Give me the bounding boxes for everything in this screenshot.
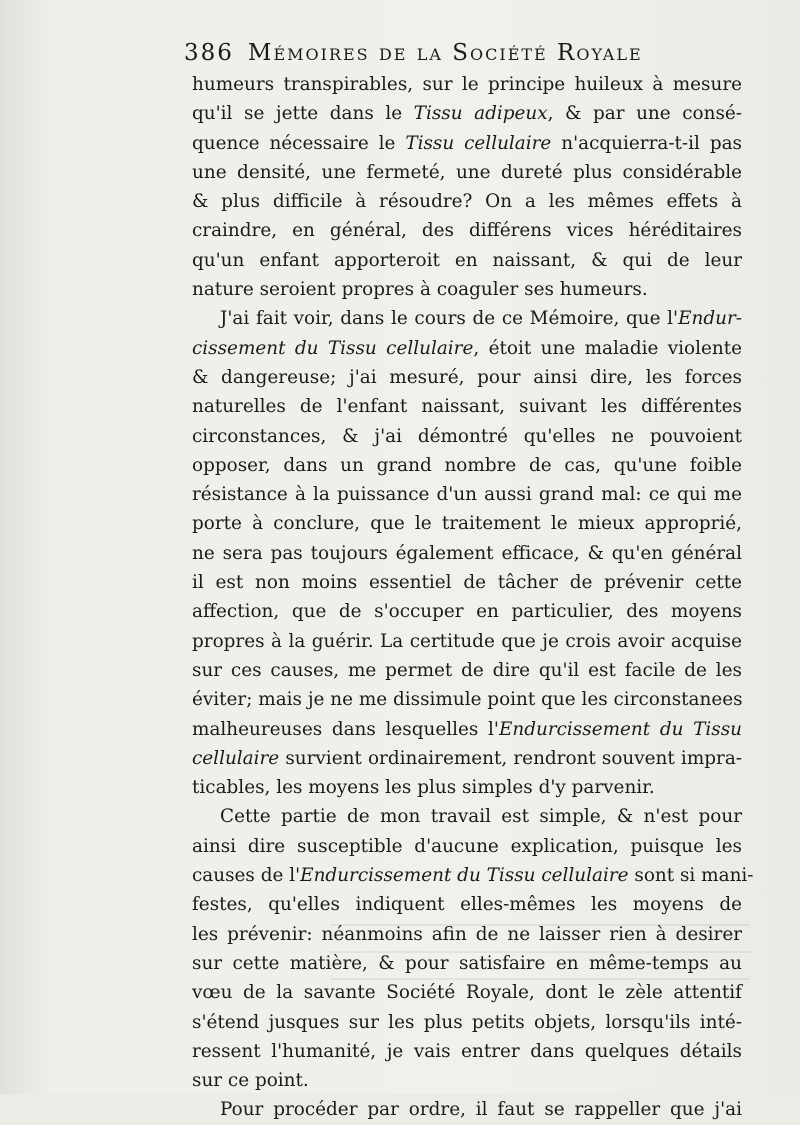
text-line (192, 422, 742, 451)
text-segment: Cette partie de mon travail est simple, & n'est pour (220, 806, 742, 828)
text-segment: résistance à la puissance d'un aussi grand mal: ce qui me (192, 484, 742, 506)
text-segment: sur ce point. (192, 1070, 309, 1092)
text-segment: éviter; mais je ne me dissimule point que les circonstanees (192, 689, 743, 711)
text-line (192, 158, 742, 187)
text-segment: sur ces causes, me permet de dire qu'il est facile de les (192, 659, 742, 681)
text-segment: propres à la guérir. La certitude que je crois avoir acquise (192, 630, 742, 652)
text-segment: festes, qu'elles indiquent elles-mêmes les moyens de (192, 894, 742, 916)
text-line (192, 597, 742, 626)
text-segment: une densité, une fermeté, une dureté plus considérable (192, 161, 742, 183)
text-segment: ressent l'humanité, je vais entrer dans quelques détails (192, 1040, 742, 1062)
text-line (192, 216, 742, 245)
text-line (192, 392, 742, 421)
text-line (192, 1066, 742, 1095)
text-segment: nature seroient propres à coaguler ses humeurs. (192, 279, 648, 301)
text-line (192, 246, 742, 275)
text-segment: vœu de la savante Société Royale, dont le zèle attentif (192, 982, 742, 1004)
text-line (192, 978, 742, 1007)
italic-term: cellulaire (192, 747, 280, 769)
text-line (192, 275, 742, 304)
text-segment: qu'un enfant apporteroit en naissant, & qui de leur (192, 249, 742, 271)
text-line (192, 715, 742, 744)
running-head (184, 36, 744, 70)
text-line (192, 99, 742, 128)
text-line (192, 802, 742, 831)
text-segment: porte à conclure, que le traitement le mieux approprié, (192, 513, 742, 535)
text-line (192, 539, 742, 568)
text-line (192, 70, 742, 99)
text-segment: ne sera pas toujours également efficace, & qu'en général (192, 542, 742, 564)
text-segment: humeurs transpirables, sur le principe huileux à mesure (192, 74, 742, 95)
text-segment: qu'il se jette dans le (192, 103, 414, 125)
text-segment: & plus difficile à résoudre? On a les mêmes effets à (192, 191, 742, 213)
text-segment: circonstances, & j'ai démontré qu'elles ne pouvoient (192, 425, 742, 447)
text-segment: craindre, en général, des différens vices héréditaires (192, 220, 742, 242)
italic-term: Endurcissement du Tissu (498, 718, 742, 740)
text-segment: sur cette matière, & pour satisfaire en même-temps au (192, 952, 742, 974)
italic-term: Tissu cellulaire (405, 132, 552, 154)
text-line (192, 1008, 742, 1037)
text-line (192, 773, 742, 802)
text-segment: n'acquierra-t-il pas (551, 132, 742, 154)
italic-term: Endurcissement du Tissu cellulaire (300, 865, 629, 887)
text-segment: ticables, les moyens les plus simples d'y parvenir. (192, 777, 655, 799)
text-line (192, 509, 742, 538)
text-segment: quence nécessaire le (192, 132, 406, 154)
text-segment: & dangereuse; j'ai mesuré, pour ainsi dire, les forces (192, 366, 742, 388)
italic-term: Tissu adipeux (413, 103, 548, 125)
text-line (192, 656, 742, 685)
page-number: 386 (184, 40, 234, 66)
text-segment: malheureuses dans lesquelles l' (192, 718, 499, 740)
paper-show-through (330, 900, 750, 980)
text-line (192, 744, 742, 773)
text-line (192, 1095, 742, 1124)
italic-term: cissement du Tissu cellulaire (192, 337, 474, 359)
text-line (192, 832, 742, 861)
text-segment: sont si mani- (628, 865, 754, 887)
text-line (192, 480, 742, 509)
text-line (192, 451, 742, 480)
text-segment: naturelles de l'enfant naissant, suivant les différentes (192, 396, 742, 418)
text-line (192, 304, 742, 333)
text-segment: s'étend jusques sur les plus petits objets, lorsqu'ils inté- (192, 1011, 742, 1033)
text-line (192, 627, 742, 656)
text-line (192, 187, 742, 216)
text-segment: ainsi dire susceptible d'aucune explication, puisque les (192, 835, 742, 857)
text-line (192, 1037, 742, 1066)
italic-term: Endur- (678, 308, 742, 330)
text-line (192, 861, 754, 890)
text-line (192, 568, 742, 597)
text-segment: , étoit une maladie violente (473, 337, 743, 359)
text-segment: affection, que de s'occuper en particulier, des moyens (192, 601, 742, 623)
text-segment: les prévenir: néanmoins afin de ne laisser rien à desirer (192, 923, 742, 945)
text-segment: , & par une consé- (547, 103, 742, 125)
running-title: Mémoires de la Société Royale (247, 40, 643, 66)
text-segment: il est non moins essentiel de tâcher de prévenir cette (192, 572, 742, 594)
text-segment: causes de l' (192, 865, 301, 887)
text-line (192, 685, 742, 714)
text-segment: survient ordinairement, rendront souvent impra- (279, 747, 742, 769)
text-line (192, 363, 742, 392)
text-line (192, 334, 742, 363)
text-segment: opposer, dans un grand nombre de cas, qu'une foible (192, 454, 742, 476)
text-segment: Pour procéder par ordre, il faut se rappeller que j'ai (220, 1099, 742, 1121)
text-line (192, 129, 742, 158)
text-segment: J'ai fait voir, dans le cours de ce Mémoire, que l' (220, 308, 679, 330)
